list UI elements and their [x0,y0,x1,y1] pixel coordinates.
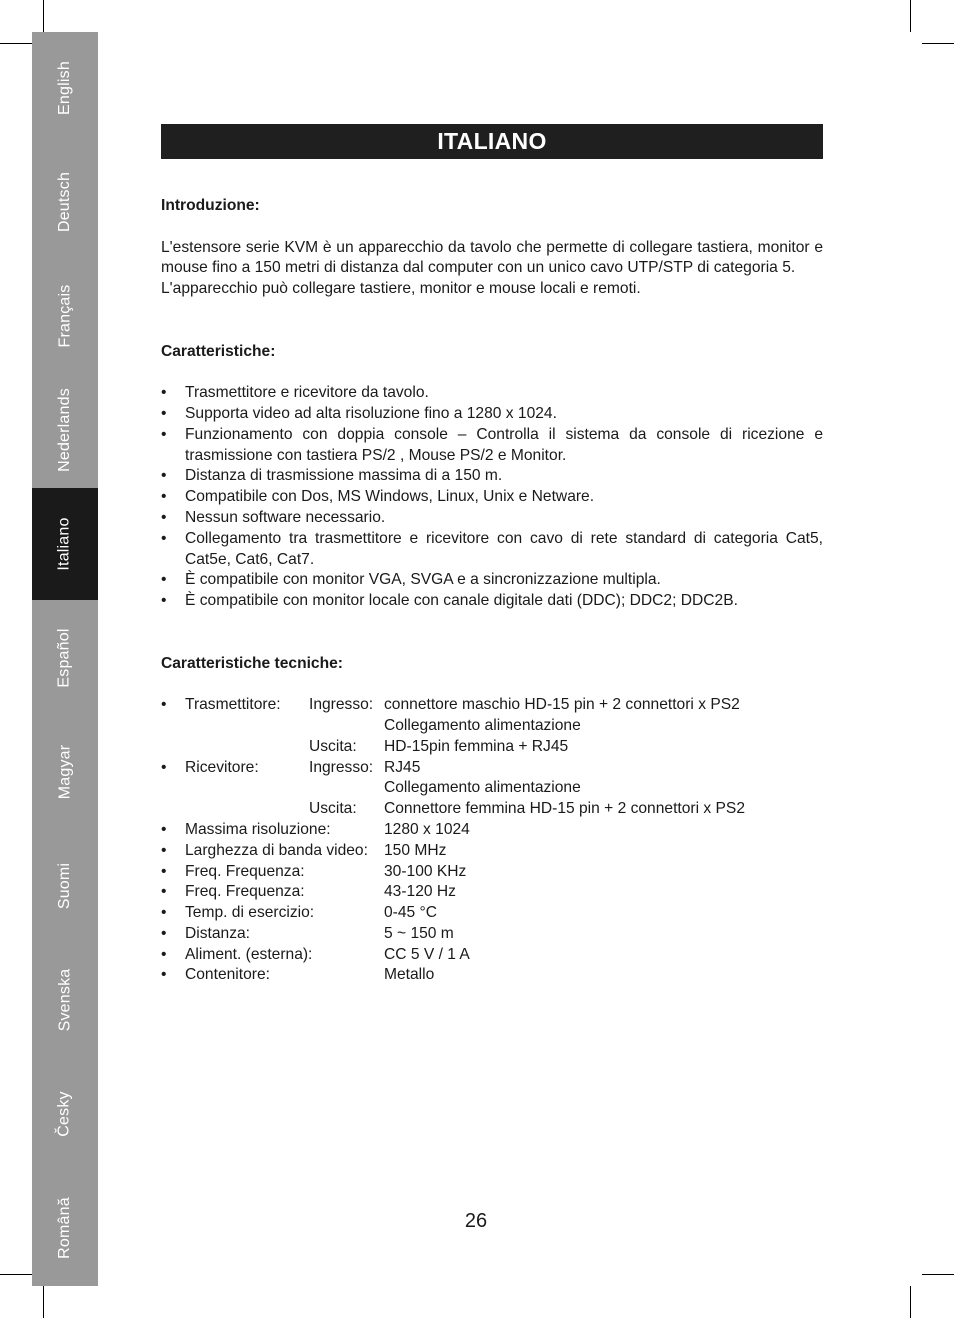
bullet: • [161,508,167,526]
crop-mark [0,43,32,44]
spec-bullet: • [161,696,167,714]
language-tab [32,146,98,258]
language-tab [32,602,98,714]
spec-value: HD-15pin femmina + RJ45 [384,737,569,755]
spec-label: Distanza: [185,924,251,942]
spec-bullet: • [161,945,167,963]
spec-bullet: • [161,841,167,859]
crop-mark [43,0,44,32]
spec-value: connettore maschio HD-15 pin + 2 connettori x PS2 [384,696,740,714]
spec-label: Massima risoluzione: [185,820,331,838]
spec-sublabel: Uscita: [309,800,357,818]
spec-label: Aliment. (esterna): [185,945,313,963]
language-tab [32,716,98,828]
spec-value: 1280 x 1024 [384,820,470,838]
spec-value: RJ45 [384,758,421,776]
crop-mark [0,1274,32,1275]
spec-value: 30-100 KHz [384,862,467,880]
language-tab [32,260,98,372]
feature-text: Collegamento tra trasmettitore e ricevitore con cavo di rete standard di categoria Cat5, Cat5e, Cat6, Cat7. [185,529,823,568]
bullet: • [161,488,167,506]
spec-row [161,965,823,986]
spec-label: Freq. Frequenza: [185,883,305,901]
page-title: ITALIANO [161,124,823,159]
feature-item [161,529,823,571]
feature-item [161,425,823,467]
spec-value: Collegamento alimentazione [384,779,581,797]
intro-paragraph: L'estensore serie KVM è un apparecchio da tavolo che permette di collegare tastiera, monitor e mouse fino a 150 metri di distanza dal computer con un unico cavo UTP/STP di categoria 5. [161,238,823,277]
language-tab-label: Nederlands [56,388,74,472]
bullet: • [161,467,167,485]
language-tab-label: Español [55,628,73,688]
spec-label: Contenitore: [185,966,270,984]
spec-sublabel: Ingresso: [309,758,374,776]
spec-row [161,758,823,779]
language-tab [32,1058,98,1170]
language-tab-label: Česky [55,1091,73,1137]
language-tab-label: Svenska [56,968,73,1032]
feature-item [161,570,823,591]
document-body [161,196,823,986]
spec-row [161,862,823,883]
spec-value: Connettore femmina HD-15 pin + 2 connettori x PS2 [384,800,746,818]
spec-sublabel: Uscita: [309,737,357,755]
language-tab-label: Română [56,1197,73,1259]
spec-row [161,716,823,737]
spec-value: Collegamento alimentazione [384,716,581,734]
spec-value: 43-120 Hz [384,883,456,901]
spec-row [161,903,823,924]
feature-item [161,383,823,404]
language-tab [32,830,98,942]
spec-row [161,841,823,862]
spec-sublabel: Ingresso: [309,696,374,714]
intro-paragraph: L'apparecchio può collegare tastiere, monitor e mouse locali e remoti. [161,280,641,298]
feature-item [161,466,823,487]
feature-text: Supporta video ad alta risoluzione fino a 1280 x 1024. [185,404,557,422]
language-tab [32,944,98,1056]
crop-mark [922,1274,954,1275]
spec-value: 150 MHz [384,841,447,859]
page-number: 26 [464,1210,488,1232]
feature-item [161,508,823,529]
feature-text: Compatibile con Dos, MS Windows, Linux, Unix e Netware. [185,488,595,506]
language-tab-label: Italiano [55,517,73,571]
language-tab [32,1172,98,1284]
feature-text: Distanza di trasmissione massima di a 150 m. [185,467,503,485]
feature-item [161,591,823,612]
feature-text: Funzionamento con doppia console – Controlla il sistema da console di ricezione e trasmissione con tastiera PS/2 , Mouse PS/2 e Monitor. [185,425,823,464]
spec-value: Metallo [384,966,435,984]
spec-value: CC 5 V / 1 A [384,945,470,963]
feature-text: Nessun software necessario. [185,508,386,526]
spec-row [161,924,823,945]
language-tab-label: Magyar [56,744,73,800]
bullet: • [161,404,167,422]
crop-mark [910,1286,911,1318]
feature-text: È compatibile con monitor locale con canale digitale dati (DDC); DDC2; DDC2B. [185,592,738,610]
spec-bullet: • [161,820,167,838]
crop-mark [43,1286,44,1318]
spec-bullet: • [161,924,167,942]
specs-table [161,695,823,986]
feature-text: Trasmettitore e ricevitore da tavolo. [185,384,429,402]
spec-row [161,882,823,903]
language-tab [32,374,98,486]
crop-mark [910,0,911,32]
spec-value: 5 ~ 150 m [384,924,454,942]
feature-item [161,487,823,508]
spec-label: Freq. Frequenza: [185,862,305,880]
bullet: • [161,529,167,547]
spec-row [161,737,823,758]
spec-label: Trasmettitore: [185,696,281,714]
spec-label: Temp. di esercizio: [185,904,315,922]
spec-row [161,799,823,820]
feature-text: È compatibile con monitor VGA, SVGA e a sincronizzazione multipla. [185,571,661,589]
features-list [161,383,823,612]
spec-bullet: • [161,966,167,984]
features-heading: Caratteristiche: [161,342,276,360]
language-tab-label: English [55,61,73,115]
language-tab-label: Français [55,284,73,348]
language-tab [32,488,98,600]
spec-value: 0-45 °C [384,904,438,922]
spec-label: Ricevitore: [185,758,259,776]
language-tab-label: Suomi [55,862,73,910]
spec-label: Larghezza di banda video: [185,841,368,859]
spec-bullet: • [161,758,167,776]
bullet: • [161,571,167,589]
bullet: • [161,425,167,443]
language-tab [32,32,98,144]
bullet: • [161,384,167,402]
spec-bullet: • [161,904,167,922]
intro-heading: Introduzione: [161,197,260,214]
language-tab-label: Deutsch [55,171,73,233]
language-sidebar [32,32,98,1286]
spec-row [161,945,823,966]
bullet: • [161,592,167,610]
spec-row [161,820,823,841]
spec-bullet: • [161,862,167,880]
specs-heading: Caratteristiche tecniche: [161,654,343,672]
crop-mark [922,43,954,44]
spec-row [161,695,823,716]
spec-bullet: • [161,883,167,901]
spec-row [161,778,823,799]
feature-item [161,404,823,425]
